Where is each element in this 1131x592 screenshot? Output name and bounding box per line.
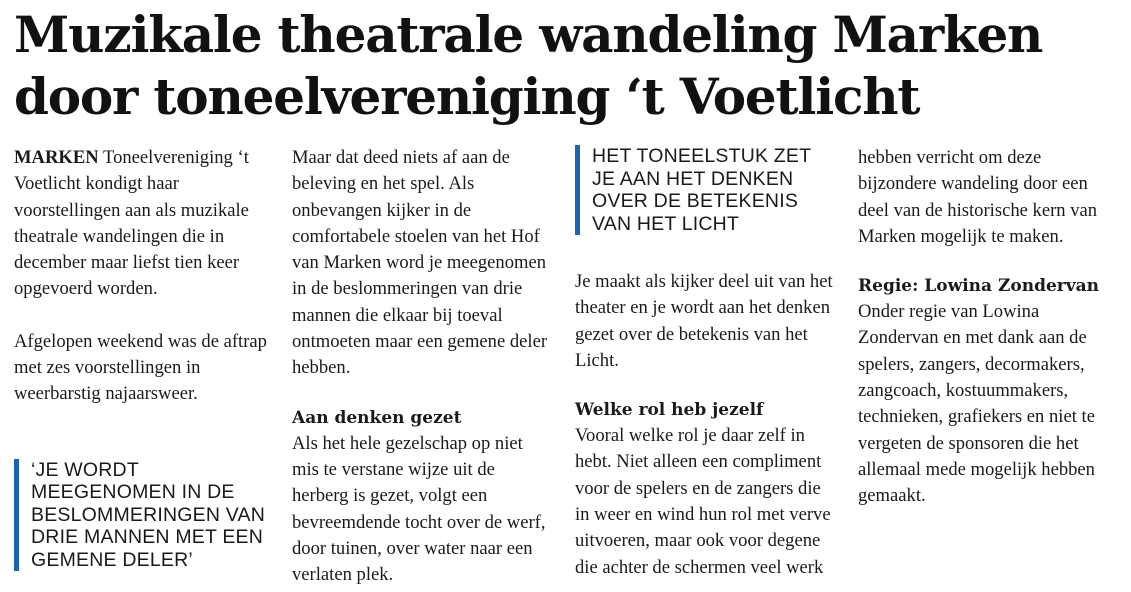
intro-text: Toneelvereniging ‘t Voetlicht kondigt haar voorstellingen aan als muzikale theatrale wandelingen die in december maar liefst tien keer opgevoerd worden. [14, 147, 249, 300]
article-paragraph: Als het hele gezelschap op niet mis te verstane wijze uit de herberg is gezet, volgt een bevreemdende tocht over de werf, door tuinen, over water naar een verlaten plek. [292, 432, 546, 586]
dateline: MARKEN [14, 147, 99, 168]
article-column-4 [858, 145, 1120, 510]
article-paragraph-continued: hebben verricht om deze bijzondere wandeling door een deel van de historische kern van Marken mogelijk te maken. [858, 147, 1098, 247]
article-column-1 [14, 145, 270, 571]
section-subhead: Welke rol heb jezelf [575, 400, 764, 421]
article-headline: Muzikale theatrale wandeling Marken door toneelvereniging ‘t Voetlicht [14, 5, 1043, 126]
article-column-2 [292, 145, 554, 588]
article-paragraph: Onder regie van Lowina Zondervan en met dank aan de spelers, zangers, decormakers, zangcoach, kostuummakers, technieken, grafiekers en niet te vergeten de sponsoren die het allemaal mede mogelijk hebben gemaakt. [858, 301, 1095, 507]
article-column-3 [575, 145, 837, 581]
article-paragraph: Maar dat deed niets af aan de beleving en het spel. Als onbevangen kijker in de comfortabele stoelen van het Hof van Marken word je meegenomen in de beslommeringen van drie mannen die elkaar bij toeval ontmoeten maar een gemene deler hebben. [292, 147, 548, 379]
pull-quote: HET TONEELSTUK ZET JE AAN HET DENKEN OVER DE BETEKENIS VAN HET LICHT [575, 145, 837, 235]
article-intro [14, 145, 270, 303]
article-paragraph: Je maakt als kijker deel uit van het theater en je wordt aan het denken gezet over de betekenis van het Licht. [575, 271, 833, 371]
article-paragraph: Vooral welke rol je daar zelf in hebt. Niet alleen een compliment voor de spelers en de zangers die in weer en wind hun rol met verve uitvoeren, maar ook voor degene die achter de schermen veel werk [575, 425, 831, 578]
section-subhead: Regie: Lowina Zondervan [858, 276, 1099, 297]
pull-quote: ‘JE WORDT MEEGENOMEN IN DE BESLOMMERINGEN VAN DRIE MANNEN MET EEN GEMENE DELER’ [14, 459, 270, 572]
article-paragraph: Afgelopen weekend was de aftrap met zes voorstellingen in weerbarstig najaarsweer. [14, 330, 267, 405]
section-subhead: Aan denken gezet [292, 407, 462, 428]
